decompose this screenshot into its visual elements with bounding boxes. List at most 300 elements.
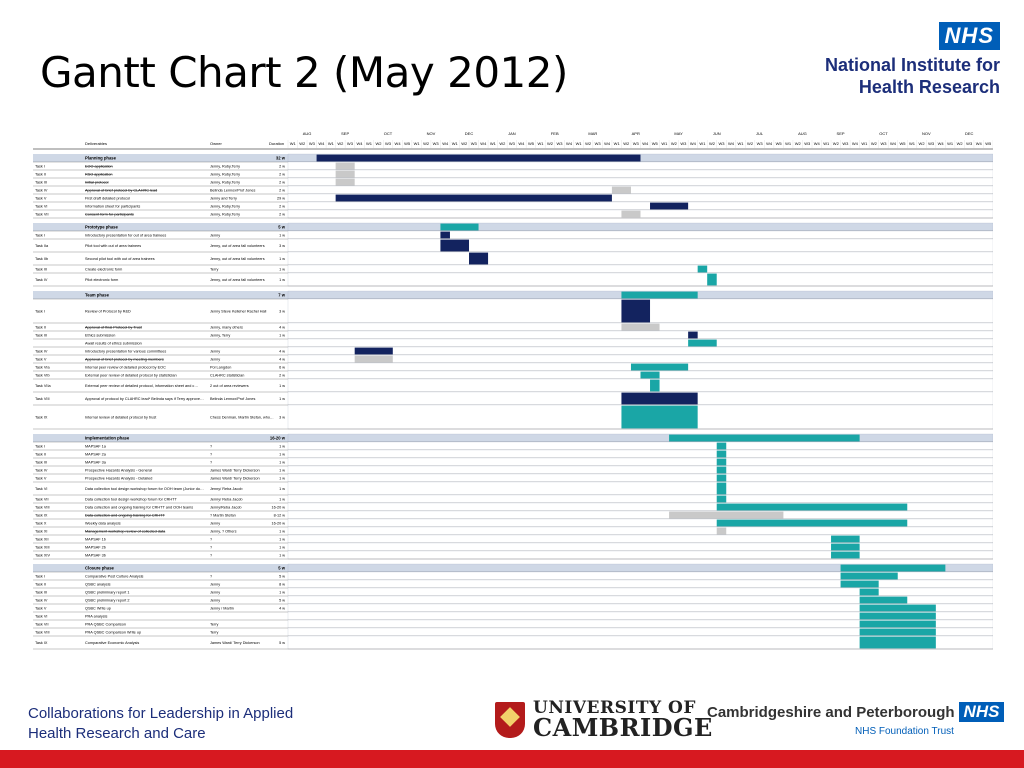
task-id: Task VIb	[35, 373, 50, 378]
task-owner: Jenny/ Reba Jacob	[210, 497, 243, 502]
gantt-bar	[860, 605, 936, 612]
gantt-bar	[717, 483, 727, 495]
week-label: W3	[508, 141, 515, 146]
task-id: Task IV	[35, 598, 48, 603]
task-duration: 3 w	[279, 415, 285, 420]
week-label: W4	[604, 141, 611, 146]
week-label: W1	[413, 141, 420, 146]
gantt-bar	[621, 292, 697, 299]
gantt-bar	[669, 435, 860, 442]
task-duration: 29 w	[276, 196, 285, 201]
task-id: Task III	[35, 590, 48, 595]
gantt-bar	[860, 637, 936, 649]
task-duration: 1 w	[279, 529, 285, 534]
task-deliverable: MAPSAF 1b	[85, 537, 106, 542]
task-duration: 1 w	[279, 476, 285, 481]
task-duration: 1 w	[279, 396, 285, 401]
trust-name: Cambridgeshire and Peterborough	[707, 704, 955, 721]
task-owner: Jenny	[210, 521, 221, 526]
week-label: W1	[947, 141, 954, 146]
task-deliverable: Approval of brief protocol by meeting members	[85, 357, 164, 362]
task-owner: Jenny and Terry	[210, 196, 237, 201]
week-label: W4	[889, 141, 896, 146]
task-owner: James Ward/ Terry Dickerson	[210, 476, 260, 481]
week-label: W2	[956, 141, 963, 146]
task-deliverable: Data collection tool design workshop forum for CRHTT	[85, 497, 177, 502]
task-id: Task I	[35, 233, 45, 238]
gantt-bar	[717, 475, 727, 482]
bottom-accent-bar	[0, 750, 1024, 768]
task-owner: ?	[210, 444, 213, 449]
timeline-cell	[288, 543, 993, 551]
task-deliverable: Approval of protocol by CLAHRC lead* Belinda says if Terry approve…	[85, 396, 204, 401]
task-duration: 1 w	[279, 460, 285, 465]
task-id: Task II	[35, 325, 46, 330]
week-label: W3	[470, 141, 477, 146]
week-label: W2	[623, 141, 630, 146]
week-label: W1	[451, 141, 458, 146]
timeline-cell	[288, 231, 993, 239]
timeline-cell	[288, 170, 993, 178]
task-owner: Jenny, Ruby,Terry	[210, 164, 241, 169]
task-deliverable: Planning phase	[85, 155, 116, 161]
timeline-cell	[288, 252, 993, 265]
gantt-bar	[717, 459, 727, 466]
task-owner: ? Martin Stefan	[210, 513, 236, 518]
gantt-bar	[336, 171, 355, 178]
task-duration: 3 w	[279, 243, 285, 248]
week-label: W4	[480, 141, 487, 146]
task-deliverable: Comparative Economic Analysis	[85, 640, 140, 645]
week-label: W1	[289, 141, 296, 146]
week-label: W1	[613, 141, 620, 146]
nihr-logo	[820, 22, 1000, 98]
task-duration: 4 w	[279, 357, 285, 362]
gantt-bar	[717, 520, 908, 527]
gantt-bar	[717, 528, 727, 535]
task-deliverable: Prospective Hazards Analysis - Detailed	[85, 476, 153, 481]
week-label: W3	[632, 141, 639, 146]
task-id: Task V	[35, 357, 47, 362]
task-deliverable: Approval of brief protocol by CLAHRC lead	[85, 188, 158, 193]
week-label: W4	[813, 141, 820, 146]
task-deliverable: External peer review of detailed protocol, information sheet and c…	[85, 383, 199, 388]
week-label: W4	[356, 141, 363, 146]
timeline-cell	[288, 535, 993, 543]
gantt-bar	[631, 364, 688, 371]
timeline-cell	[288, 434, 993, 442]
task-duration: 1 w	[279, 444, 285, 449]
task-deliverable: Await results of ethics submission	[85, 341, 142, 346]
task-deliverable: Data collection and ongoing training for CRHTT	[85, 513, 165, 518]
task-deliverable: Prototype phase	[85, 224, 118, 230]
task-deliverable: MAPSAF 2b	[85, 545, 106, 550]
gantt-bar	[688, 340, 717, 347]
gantt-bar	[621, 324, 659, 331]
task-duration: 2 w	[279, 373, 285, 378]
week-label: W2	[499, 141, 506, 146]
task-id: Task VII	[35, 622, 49, 627]
task-id: Task VII	[35, 497, 49, 502]
week-label: W2	[870, 141, 877, 146]
week-label: W1	[489, 141, 496, 146]
week-label: W4	[642, 141, 649, 146]
nhs-badge: NHS	[939, 22, 1000, 50]
week-label: W4	[442, 141, 449, 146]
week-label: W1	[365, 141, 372, 146]
task-id: Task XIV	[35, 553, 50, 558]
timeline-cell	[288, 223, 993, 231]
task-duration: 1 w	[279, 545, 285, 550]
week-label: W4	[566, 141, 573, 146]
task-id: Task IV	[35, 188, 48, 193]
task-owner: ?	[210, 545, 213, 550]
task-owner: Jenny/Reba Jacob	[210, 505, 242, 510]
task-duration: 1 w	[279, 468, 285, 473]
gantt-bar	[336, 179, 355, 186]
task-duration: 16-20 w	[271, 505, 285, 510]
page-title: Gantt Chart 2 (May 2012)	[40, 48, 568, 97]
task-owner: James Ward/ Terry Dickerson	[210, 640, 260, 645]
gantt-bar	[831, 544, 860, 551]
column-header-deliverables: Deliverables	[85, 141, 108, 146]
task-duration: 8-12 w	[273, 513, 285, 518]
timeline-cell	[288, 458, 993, 466]
week-label: W5	[527, 141, 534, 146]
task-deliverable: Approval of final Protocol by Trust	[85, 325, 142, 330]
task-id: Task IX	[35, 640, 48, 645]
month-label: NOV	[921, 131, 931, 136]
task-owner: Jenny	[210, 349, 221, 354]
gantt-bar	[860, 621, 936, 628]
week-label: W4	[518, 141, 525, 146]
cambridge-logo	[495, 698, 713, 744]
task-owner: ?	[210, 574, 213, 579]
task-duration: 1 w	[279, 553, 285, 558]
task-id: Task VI	[35, 204, 48, 209]
task-duration: 5 w	[279, 574, 285, 579]
gantt-bar	[612, 187, 631, 194]
month-label: SEP	[341, 131, 350, 136]
month-label: AUG	[798, 131, 807, 136]
task-owner: ?	[210, 537, 213, 542]
task-owner: Jenny, Terry	[210, 333, 231, 338]
task-owner: Jenny	[210, 357, 221, 362]
task-id: Task III	[35, 460, 48, 465]
week-label: W3	[346, 141, 353, 146]
week-label: W5	[651, 141, 658, 146]
gantt-bar	[717, 443, 727, 450]
task-id: Task I	[35, 309, 45, 314]
task-deliverable: Data collection tool design workshop forum for OOH team (Junior do…	[85, 486, 204, 491]
gantt-bar	[717, 451, 727, 458]
gantt-bar	[650, 380, 660, 392]
task-deliverable: Data collection and ongoing training for CRHTT and OOH teams	[85, 505, 194, 510]
week-label: W1	[737, 141, 744, 146]
gantt-bar	[831, 536, 860, 543]
task-deliverable: Closure phase	[85, 565, 114, 571]
week-label: W2	[585, 141, 592, 146]
task-id: Task III	[35, 333, 48, 338]
month-label: DEC	[964, 131, 974, 136]
task-deliverable: Internal review of detailed protocol by trust	[85, 415, 157, 420]
task-owner: Jenny	[210, 582, 221, 587]
task-duration: 2 w	[279, 212, 285, 217]
task-duration: 4 w	[279, 349, 285, 354]
week-label: W5	[404, 141, 411, 146]
task-deliverable: Introductory presentation for various committees	[85, 349, 167, 354]
timeline-cell	[288, 239, 993, 252]
gantt-chart	[33, 128, 993, 686]
task-deliverable: Initial protocol	[85, 180, 109, 185]
cambridge-line-2: CAMBRIDGE	[533, 713, 713, 742]
task-duration: 2 w	[279, 204, 285, 209]
month-label: MAY	[674, 131, 683, 136]
gantt-bar	[440, 232, 450, 239]
month-label: JUL	[756, 131, 764, 136]
task-id: Task VI	[35, 486, 48, 491]
task-id: Task VIII	[35, 396, 50, 401]
cambridge-line-1: UNIVERSITY OF	[533, 698, 696, 718]
timeline-cell	[288, 339, 993, 347]
week-label: W5	[775, 141, 782, 146]
task-id: Task IV	[35, 349, 48, 354]
week-label: W2	[832, 141, 839, 146]
week-label: W3	[756, 141, 763, 146]
month-label: JAN	[508, 131, 516, 136]
task-id: Task III	[35, 180, 48, 185]
gantt-bar	[336, 195, 612, 202]
task-duration: 32 w	[275, 155, 285, 161]
gantt-bar	[336, 163, 355, 170]
task-owner: ?	[210, 452, 213, 457]
week-label: W4	[318, 141, 325, 146]
gantt-bar	[707, 274, 717, 286]
week-label: W4	[728, 141, 735, 146]
week-label: W3	[308, 141, 315, 146]
gantt-bar	[841, 565, 946, 572]
task-id: Task II	[35, 172, 46, 177]
task-owner: Jenny/ Reba Jacob	[210, 486, 243, 491]
task-id: Task VIa	[35, 365, 50, 370]
gantt-bar	[698, 266, 708, 273]
task-deliverable: Consent form for participants	[85, 212, 134, 217]
week-label: W3	[680, 141, 687, 146]
gantt-bar	[621, 393, 697, 405]
crest-icon	[495, 702, 525, 738]
gantt-bar	[317, 155, 641, 162]
task-duration: 6 w	[279, 365, 285, 370]
gantt-bar	[860, 589, 879, 596]
gantt-bar	[621, 211, 640, 218]
task-deliverable: QSBC analysis	[85, 582, 111, 587]
week-label: W1	[785, 141, 792, 146]
clahrc-line-2: Health Research and Care	[28, 725, 206, 742]
task-duration: 1 w	[279, 497, 285, 502]
gantt-bar	[621, 300, 650, 323]
week-label: W4	[975, 141, 982, 146]
task-id: Task VIII	[35, 505, 50, 510]
task-deliverable: Introductory presentation for out of area trainees	[85, 233, 167, 238]
week-label: W3	[718, 141, 725, 146]
week-label: W3	[842, 141, 849, 146]
task-deliverable: Ethics submission	[85, 333, 116, 338]
task-duration: 16-20 w	[271, 521, 285, 526]
timeline-cell	[288, 273, 993, 286]
gantt-bar	[717, 496, 727, 503]
task-id: Task X	[35, 521, 47, 526]
week-label: W1	[823, 141, 830, 146]
task-owner: Belinda Lennox/Prof Jones	[210, 188, 256, 193]
timeline-cell	[288, 186, 993, 194]
task-id: Task IX	[35, 415, 48, 420]
timeline-cell	[288, 442, 993, 450]
task-deliverable: First draft detailed protocol	[85, 196, 130, 201]
gantt-bar	[860, 629, 936, 636]
week-label: W2	[918, 141, 925, 146]
clahrc-logo	[28, 704, 293, 744]
task-deliverable: QSBC Write up	[85, 606, 111, 611]
task-owner: Belinda Lennox/Prof Jones	[210, 396, 256, 401]
task-deliverable: Weekly data analysis	[85, 521, 121, 526]
task-duration: 2 w	[279, 180, 285, 185]
week-label: W1	[537, 141, 544, 146]
task-id: Task XII	[35, 537, 49, 542]
week-label: W3	[804, 141, 811, 146]
task-id: Task V	[35, 606, 47, 611]
task-duration: 5 w	[279, 640, 285, 645]
trust-sub: NHS Foundation Trust	[855, 726, 954, 737]
clahrc-line-1: Collaborations for Leadership in Applied	[28, 705, 294, 722]
timeline-cell	[288, 482, 993, 495]
task-deliverable: Comparative Post Culture Analysis	[85, 574, 144, 579]
task-duration: 5 w	[279, 598, 285, 603]
week-label: W1	[575, 141, 582, 146]
task-duration: 1 w	[279, 277, 285, 282]
task-deliverable: Management workshop review of collected data	[85, 529, 166, 534]
gantt-bar	[440, 240, 469, 252]
task-id: Task IX	[35, 513, 48, 518]
gantt-bar	[860, 613, 936, 620]
month-label: DEC	[464, 131, 474, 136]
task-owner: Jenny, Ruby,Terry	[210, 212, 241, 217]
week-label: W4	[766, 141, 773, 146]
task-duration: 7 w	[278, 292, 285, 298]
task-id: Task VII	[35, 212, 49, 217]
week-label: W4	[851, 141, 858, 146]
task-deliverable: External peer review of detailed protocol by statistician	[85, 373, 177, 378]
week-label: W3	[385, 141, 392, 146]
week-label: W4	[689, 141, 696, 146]
week-label: W3	[556, 141, 563, 146]
task-id: Task VIIa	[35, 383, 51, 388]
month-label: AUG	[302, 131, 312, 136]
task-duration: 2 w	[279, 188, 285, 193]
task-owner: ?	[210, 553, 213, 558]
task-id: Task IIb	[35, 256, 49, 261]
timeline-cell	[288, 347, 993, 355]
timeline-cell	[288, 495, 993, 503]
task-id: Task III	[35, 267, 48, 272]
week-label: W3	[880, 141, 887, 146]
week-label: W2	[337, 141, 344, 146]
gantt-bar	[841, 581, 879, 588]
task-deliverable: EOO application	[85, 164, 113, 169]
trust-nhs-badge: NHS	[959, 702, 1005, 722]
task-deliverable: Internal peer review of detailed protocol by EOC	[85, 365, 166, 370]
month-label: OCT	[383, 131, 393, 136]
week-label: W1	[861, 141, 868, 146]
month-label: JUN	[712, 131, 721, 136]
week-label: W1	[909, 141, 916, 146]
week-label: W5	[899, 141, 906, 146]
week-label: W3	[594, 141, 601, 146]
gantt-bar	[717, 467, 727, 474]
task-owner: James Ward/ Terry Dickerson	[210, 468, 260, 473]
week-label: W2	[747, 141, 754, 146]
task-duration: 1 w	[279, 590, 285, 595]
week-label: W1	[699, 141, 706, 146]
task-owner: Jenny, Ruby,Terry	[210, 204, 241, 209]
timeline-cell	[288, 580, 993, 588]
task-deliverable: Pilot electronic form	[85, 277, 119, 282]
task-deliverable: Information sheet for participants	[85, 204, 141, 209]
week-label: W1	[661, 141, 668, 146]
task-duration: 2 w	[279, 172, 285, 177]
timeline-cell	[288, 162, 993, 170]
week-label: W2	[423, 141, 430, 146]
task-deliverable: MAPSAF 2a	[85, 452, 106, 457]
task-deliverable: Implementation phase	[85, 435, 130, 441]
task-deliverable: Create electronic form	[85, 267, 123, 272]
month-label: SEP	[836, 131, 845, 136]
task-owner: Jenny, Ruby,Terry	[210, 172, 241, 177]
timeline-cell	[288, 178, 993, 186]
task-id: Task VIII	[35, 630, 50, 635]
task-duration: 5 w	[278, 224, 285, 230]
gantt-sheet	[33, 128, 993, 686]
gantt-bar	[650, 203, 688, 210]
task-duration: 1 w	[279, 486, 285, 491]
task-duration: 1 w	[279, 233, 285, 238]
task-id: Task IV	[35, 468, 48, 473]
task-duration: 1 w	[279, 452, 285, 457]
gantt-bar	[621, 406, 697, 429]
week-label: W3	[966, 141, 973, 146]
task-owner: Jenny Steve Kelleher Rachel Hall	[210, 309, 267, 314]
task-owner: Jenny, out of area fall volunteers	[210, 256, 265, 261]
week-label: W2	[375, 141, 382, 146]
week-label: W1	[327, 141, 334, 146]
month-label: NOV	[426, 131, 436, 136]
task-owner: Jenny, Ruby,Terry	[210, 180, 241, 185]
gantt-bar	[355, 356, 393, 363]
task-owner: Jenny, ? Others	[210, 529, 237, 534]
week-label: W2	[461, 141, 468, 146]
column-header-duration: Duration	[269, 141, 285, 146]
nihr-org-name: National Institute for Health Research	[825, 55, 1000, 97]
week-label: W4	[394, 141, 401, 146]
week-label: W2	[299, 141, 306, 146]
task-id: Task I	[35, 574, 45, 579]
task-owner: Jenny	[210, 233, 221, 238]
week-label: W2	[794, 141, 801, 146]
task-owner: Terry	[210, 630, 219, 635]
timeline-cell	[288, 331, 993, 339]
month-label: FEB	[550, 131, 559, 136]
task-id: Task IIa	[35, 243, 49, 248]
task-owner: Chess Denman, Martin Stefan, who…	[210, 415, 274, 420]
